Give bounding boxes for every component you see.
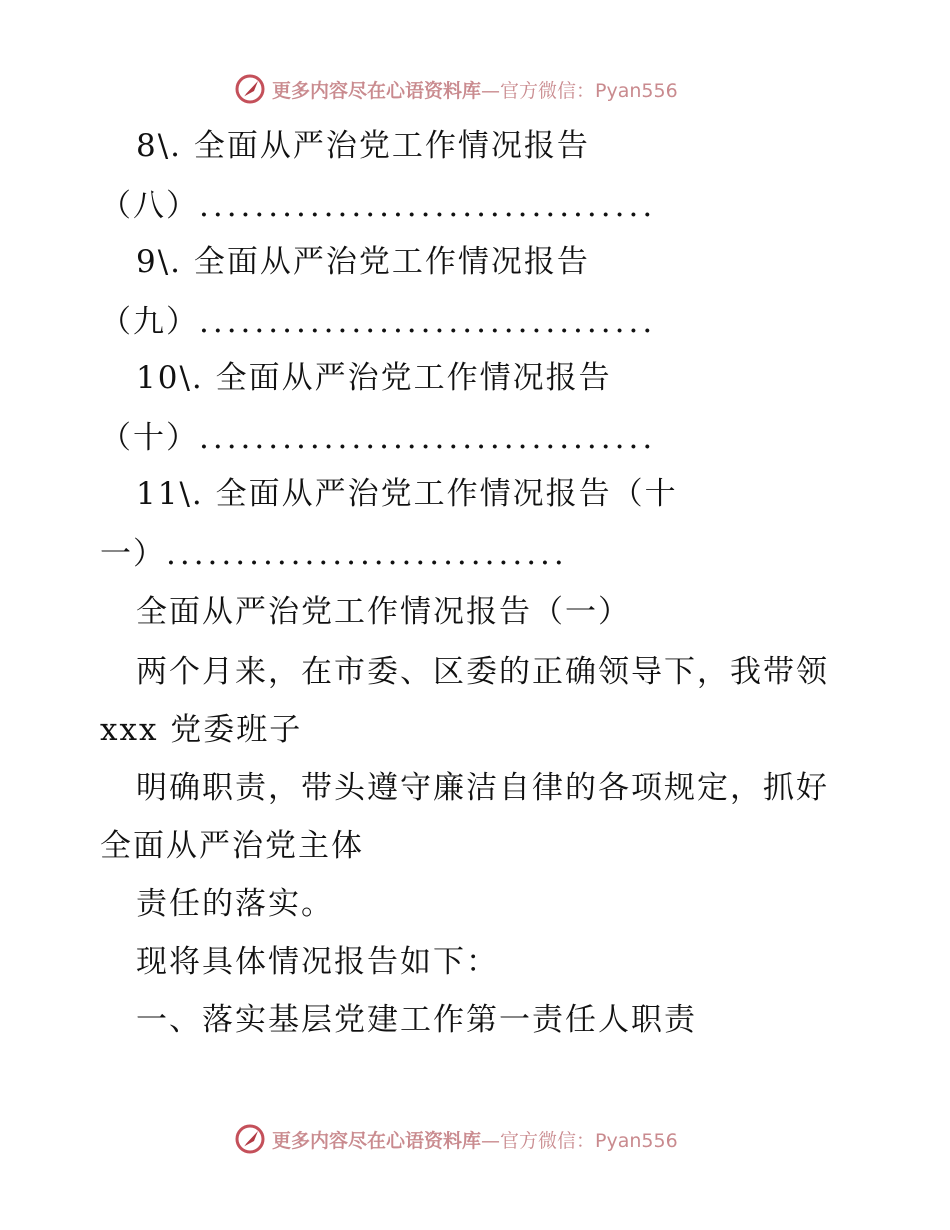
watermark-sub-text: —官方微信：Pyan556 — [481, 1129, 678, 1152]
section-heading: 全面从严治党工作情况报告（一） — [136, 594, 631, 630]
toc-item-11-suffix — [100, 534, 568, 574]
toc-item-8-label: （八） — [100, 188, 199, 224]
quill-logo-icon — [234, 73, 266, 105]
toc-item-9-label: （九） — [100, 304, 199, 340]
toc-item-8-leader: ................................. — [199, 188, 657, 224]
paragraph-5: 一、落实基层党建工作第一责任人职责 — [136, 1002, 697, 1038]
paragraph-1-line-1: 两个月来，在市委、区委的正确领导下，我带领 — [136, 654, 829, 690]
toc-item-10-title: 10\. 全面从严治党工作情况报告 — [136, 360, 612, 396]
paragraph-3: 责任的落实。 — [136, 886, 334, 922]
paragraph-1-line-2: xxx 党委班子 — [100, 712, 303, 748]
toc-item-8-title: 8\. 全面从严治党工作情况报告 — [136, 128, 590, 164]
watermark-footer — [234, 1122, 678, 1156]
toc-item-10-suffix — [100, 418, 656, 458]
toc-item-10-label: （十） — [100, 420, 199, 456]
toc-item-8-suffix — [100, 186, 656, 226]
paragraph-2-line-2: 全面从严治党主体 — [100, 828, 364, 864]
toc-item-9-leader: ................................. — [199, 304, 657, 340]
watermark-main-text: 更多内容尽在心语资料库 — [272, 1129, 482, 1152]
watermark-header — [234, 72, 678, 106]
toc-item-9-title: 9\. 全面从严治党工作情况报告 — [136, 244, 590, 280]
watermark-sub-text: —官方微信：Pyan556 — [481, 79, 678, 102]
watermark-main-text: 更多内容尽在心语资料库 — [272, 79, 482, 102]
toc-item-9-suffix — [100, 302, 656, 342]
toc-item-11-title: 11\. 全面从严治党工作情况报告（十 — [136, 476, 678, 512]
paragraph-4: 现将具体情况报告如下： — [136, 944, 499, 980]
toc-item-10-leader: ................................. — [199, 420, 657, 456]
paragraph-2-line-1: 明确职责，带头遵守廉洁自律的各项规定，抓好 — [136, 770, 829, 806]
toc-item-11-leader: ............................. — [166, 536, 568, 572]
toc-item-11-label: 一） — [100, 536, 166, 572]
quill-logo-icon — [234, 1123, 266, 1155]
